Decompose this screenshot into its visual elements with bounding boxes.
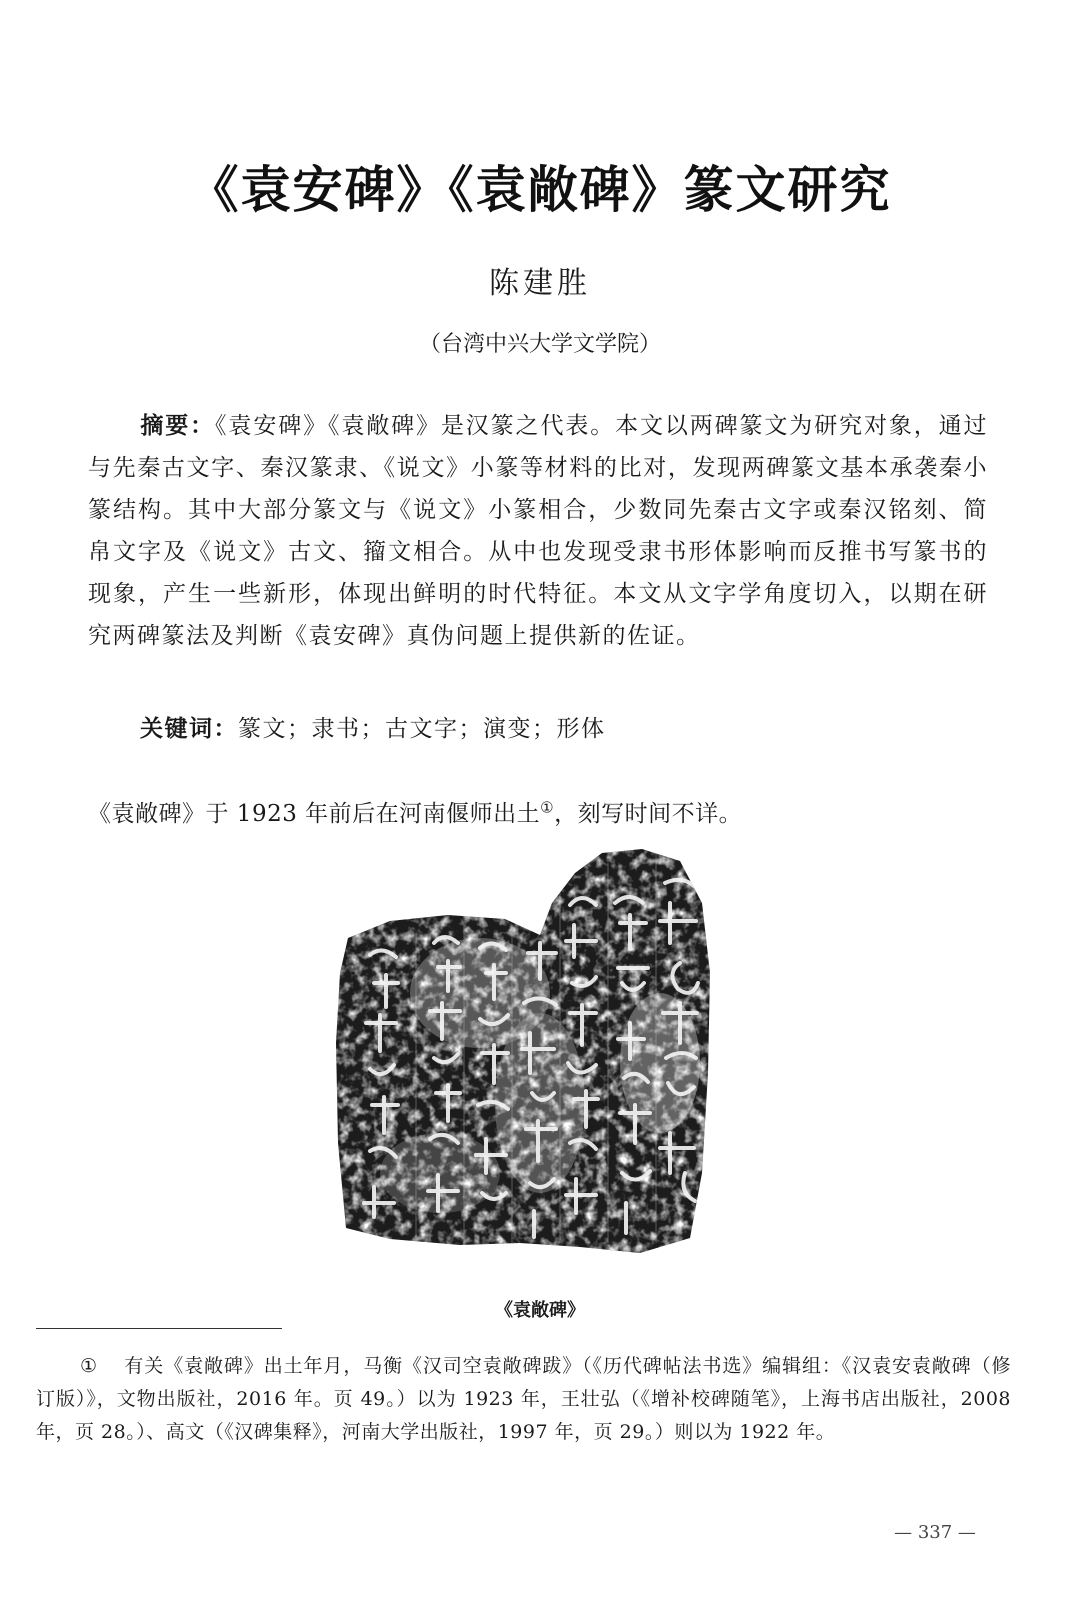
footnote-marker: ①: [80, 1355, 98, 1377]
body-paragraph: [88, 795, 1008, 828]
figure-caption: 《袁敞碑》: [495, 1300, 585, 1321]
body-text-after: ，刻写时间不详。: [554, 801, 743, 827]
keywords: [140, 710, 990, 743]
abstract-text: 《袁安碑》《袁敞碑》是汉篆之代表。本文以两碑篆文为研究对象，通过与先秦古文字、秦汉篆隶、《说文》小篆等材料的比对，发现两碑篆文基本承袭秦小篆结构。其中大部分篆文与《说文》小篆相合，少数同先秦古文字或秦汉铭刻、简帛文字及《说文》古文、籀文相合。从中也发现受隶书形体影响而反推书写篆书的现象，产生一些新形，体现出鲜明的时代特征。本文从文字学角度切入，以期在研究两碑篆法及判断《袁安碑》真伪问题上提供新的佐证。: [88, 413, 989, 649]
footnote-text: 有关《袁敞碑》出土年月，马衡《汉司空袁敞碑跋》（《历代碑帖法书选》编辑组：《汉袁安袁敞碑（修订版）》，文物出版社，2016 年。页 49。）以为 1923 年，王壮弘（《增补校碑随笔》，上海书店出版社，2008 年，页 28。）、高文（《汉碑集释》，河南大学出版社，1997 年，页 29。）则以为 1922 年。: [36, 1355, 1011, 1443]
abstract: [88, 405, 988, 657]
footnote: [36, 1350, 1011, 1449]
body-text-before: 《袁敞碑》于 1923 年前后在河南偃师出土: [88, 801, 541, 827]
author-affiliation: （台湾中兴大学文学院）: [418, 332, 661, 357]
footnote-ref[interactable]: ①: [540, 798, 555, 817]
page-number: — 337 —: [894, 1522, 976, 1543]
stele-rubbing-image: [330, 843, 730, 1273]
keywords-text: 篆文；隶书；古文字；演变；形体: [238, 716, 606, 742]
abstract-label: 摘要：: [140, 413, 216, 439]
footnote-divider: [36, 1328, 282, 1329]
author-name: 陈建胜: [489, 266, 591, 301]
keywords-label: 关键词：: [140, 716, 238, 742]
paper-title: 《袁安碑》《袁敞碑》篆文研究: [188, 160, 892, 219]
